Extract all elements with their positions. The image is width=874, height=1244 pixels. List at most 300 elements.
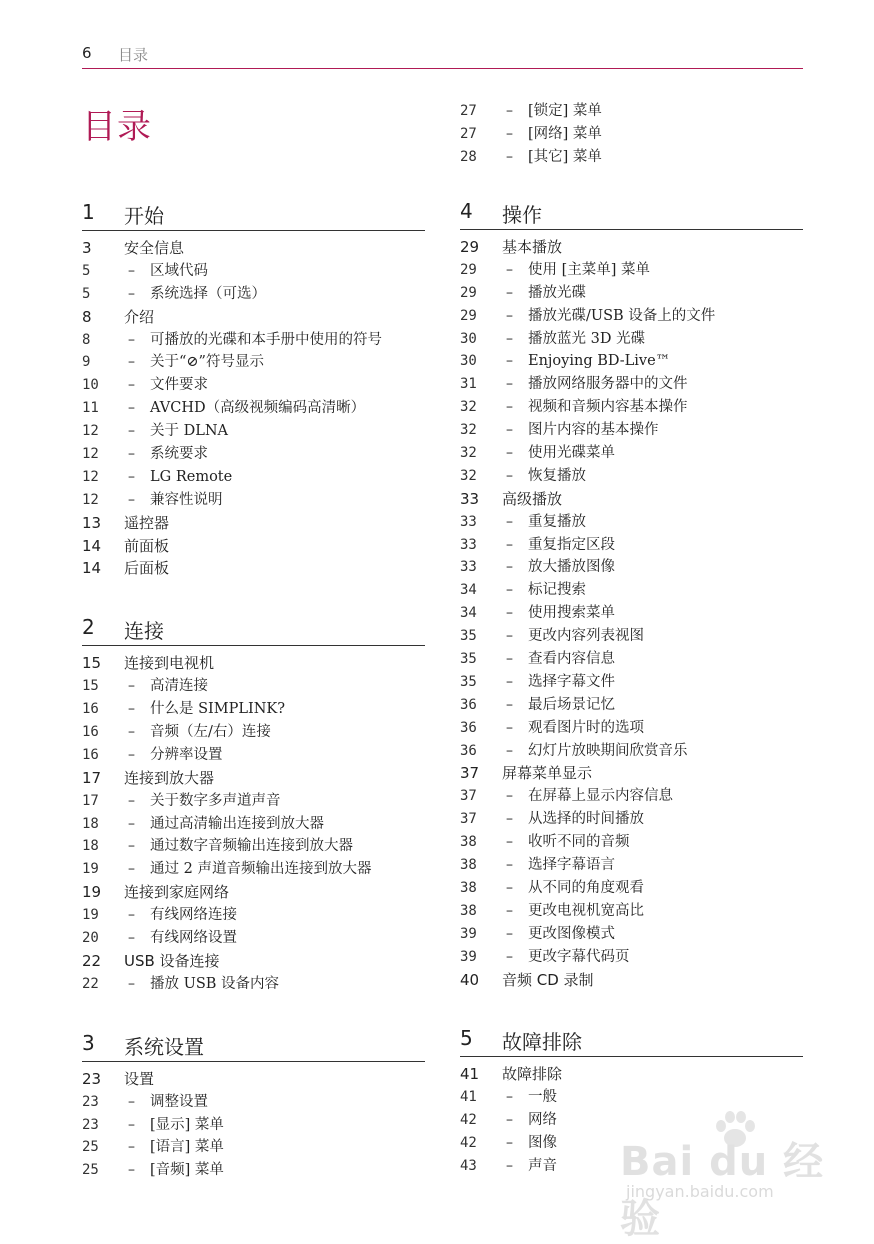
toc-entry-text: 图像 [528, 1135, 557, 1152]
toc-dash: – [506, 148, 513, 165]
toc-page-number: 12 [82, 446, 99, 463]
toc-dash: – [128, 861, 135, 878]
toc-page-number: 22 [82, 951, 102, 970]
toc-page-number: 42 [460, 1112, 477, 1129]
toc-subentry[interactable] [82, 813, 425, 836]
toc-entry-text: 音频（左/右）连接 [150, 724, 271, 741]
section-title: 故障排除 [502, 1030, 582, 1055]
toc-page-number: 41 [460, 1089, 477, 1106]
toc-subentry[interactable] [82, 1091, 425, 1114]
toc-dash: – [128, 1162, 135, 1179]
toc-entry-text: 安全信息 [124, 239, 185, 257]
toc-entry-text: 更改内容列表视图 [528, 628, 644, 645]
toc-page-number: 10 [82, 377, 99, 394]
toc-page-number: 16 [82, 701, 99, 718]
toc-subentry[interactable] [460, 282, 803, 305]
toc-dash: – [506, 582, 513, 599]
toc-dash: – [506, 1089, 513, 1106]
toc-section [82, 200, 425, 580]
toc-dash: – [506, 330, 513, 347]
toc-dash: – [128, 1093, 135, 1110]
toc-page-number: 34 [460, 605, 477, 622]
toc-subentry[interactable] [460, 717, 803, 740]
toc-dash: – [506, 445, 513, 462]
toc-subentry[interactable] [460, 396, 803, 419]
toc-page-number: 25 [82, 1139, 99, 1156]
toc-entry-text: 介绍 [124, 307, 155, 326]
toc-entry-text: 屏幕菜单显示 [502, 764, 593, 783]
toc-dash: – [506, 879, 513, 896]
toc-dash: – [128, 678, 135, 695]
toc-entry-text: 从不同的角度观看 [528, 879, 644, 896]
toc-entry-text: 使用搜索菜单 [528, 605, 615, 622]
toc-entry-text: 重复指定区段 [528, 536, 615, 553]
toc-section [82, 615, 425, 995]
toc-page-number: 22 [82, 975, 99, 992]
toc-page-number: 35 [460, 651, 477, 668]
toc-entry-text: [音频] 菜单 [150, 1162, 224, 1179]
toc-subentry[interactable] [82, 904, 425, 927]
toc-entry-text: 从选择的时间播放 [528, 811, 644, 828]
toc-page-number: 12 [82, 491, 99, 508]
right-column-top [460, 100, 803, 169]
toc-subentry[interactable] [82, 329, 425, 352]
toc-page-number: 42 [460, 1135, 477, 1152]
toc-entry-text: 通过数字音频输出连接到放大器 [150, 838, 353, 855]
toc-subentry[interactable] [460, 579, 803, 602]
toc-entry-text: 有线网络连接 [150, 907, 237, 924]
section-number: 4 [460, 199, 473, 223]
toc-subentry[interactable] [460, 465, 803, 488]
toc-subentry[interactable] [460, 1086, 803, 1109]
toc-entry-text: 使用 [主菜单] 菜单 [528, 261, 651, 278]
toc-entry-text: 查看内容信息 [528, 651, 615, 668]
toc-entry-text: 声音 [528, 1157, 557, 1174]
toc-entry-text: 有线网络设置 [150, 930, 237, 947]
toc-subentry[interactable] [82, 374, 425, 397]
toc-subentry[interactable] [460, 511, 803, 534]
toc-subentry[interactable] [460, 946, 803, 969]
toc-subentry[interactable] [460, 671, 803, 694]
toc-page-number: 19 [82, 883, 102, 902]
toc-entry-text: 系统选择（可选） [150, 285, 266, 302]
toc-entry-text: 标记搜索 [528, 582, 586, 599]
toc-entry-text: 高清连接 [150, 678, 208, 695]
toc-dash: – [506, 467, 513, 484]
toc-entry-text: 使用光碟菜单 [528, 445, 615, 462]
toc-page-number: 37 [460, 788, 477, 805]
toc-page-number: 33 [460, 536, 477, 553]
toc-dash: – [506, 376, 513, 393]
toc-entry-text: 调整设置 [150, 1093, 208, 1110]
toc-entry-text: 播放网络服务器中的文件 [528, 376, 688, 393]
toc-entry[interactable] [460, 969, 803, 992]
toc-subentry[interactable] [82, 443, 425, 466]
toc-page-number: 29 [460, 238, 480, 256]
toc-page-number: 25 [82, 1162, 99, 1179]
toc-entry[interactable] [82, 1068, 425, 1091]
toc-page-number: 8 [82, 331, 91, 348]
toc-entry-text: 关于“⊘”符号显示 [150, 354, 264, 371]
toc-subentry[interactable] [82, 698, 425, 721]
page-header [82, 44, 803, 69]
toc-subentry[interactable] [82, 489, 425, 512]
toc-page-number: 41 [460, 1065, 480, 1084]
toc-dash: – [128, 446, 135, 463]
toc-entry-text: 在屏幕上显示内容信息 [528, 788, 673, 805]
toc-page-number: 23 [82, 1116, 99, 1133]
toc-subentry[interactable] [82, 466, 425, 489]
toc-subentry[interactable] [460, 808, 803, 831]
toc-entry-text: 更改字幕代码页 [528, 948, 630, 965]
toc-entry-text: Enjoying BD-Live™ [528, 353, 671, 370]
toc-dash: – [506, 811, 513, 828]
toc-page-number: 32 [460, 467, 477, 484]
toc-subentry[interactable] [460, 328, 803, 351]
toc-entry-text: LG Remote [150, 468, 233, 485]
toc-subentry[interactable] [460, 100, 803, 123]
toc-page-number: 23 [82, 1093, 99, 1110]
toc-dash: – [128, 930, 135, 947]
toc-page-number: 23 [82, 1069, 102, 1088]
toc-entry-text: 分辨率设置 [150, 746, 223, 763]
toc-subentry[interactable] [460, 373, 803, 396]
toc-subentry[interactable] [82, 858, 425, 881]
section-heading [460, 199, 803, 230]
toc-dash: – [506, 513, 513, 530]
toc-subentry[interactable] [460, 305, 803, 328]
toc-dash: – [506, 788, 513, 805]
toc-section [82, 1031, 425, 1182]
toc-subentry[interactable] [82, 260, 425, 283]
section-number: 2 [82, 615, 95, 640]
toc-dash: – [128, 907, 135, 924]
section-number: 5 [460, 1026, 473, 1051]
toc-entry-text: 基本播放 [502, 238, 563, 256]
toc-dash: – [128, 377, 135, 394]
toc-page-number: 16 [82, 724, 99, 741]
toc-entry-text: 放大播放图像 [528, 559, 615, 576]
toc-page-number: 13 [82, 513, 102, 532]
toc-entry-text: 通过 2 声道音频输出连接到放大器 [150, 861, 372, 878]
toc-entry-text: 重复播放 [528, 513, 586, 530]
toc-entry-text: 更改图像模式 [528, 925, 615, 942]
toc-entry-text: 关于数字多声道声音 [150, 792, 281, 809]
toc-entry-text: AVCHD（高级视频编码高清晰） [150, 400, 366, 417]
toc-subentry[interactable] [82, 397, 425, 420]
toc-page-number: 15 [82, 678, 99, 695]
toc-dash: – [128, 1139, 135, 1156]
toc-subentry[interactable] [82, 744, 425, 767]
toc-subentry[interactable] [460, 900, 803, 923]
toc-entry-text: 收听不同的音频 [528, 834, 630, 851]
toc-entry-text: 什么是 SIMPLINK? [150, 701, 286, 718]
toc-subentry[interactable] [82, 790, 425, 813]
toc-dash: – [506, 1157, 513, 1174]
toc-entry-text: USB 设备连接 [124, 951, 220, 970]
page-number: 6 [82, 44, 92, 62]
toc-entry[interactable] [460, 762, 803, 785]
toc-page-number: 32 [460, 399, 477, 416]
toc-entry-text: 前面板 [124, 536, 170, 555]
toc-entry-text: 播放 USB 设备内容 [150, 975, 280, 992]
toc-subentry[interactable] [460, 854, 803, 877]
toc-entry-text: 连接到家庭网络 [124, 883, 230, 902]
toc-entry[interactable] [82, 950, 425, 973]
toc-page-number: 8 [82, 307, 92, 326]
toc-entry[interactable] [460, 488, 803, 511]
toc-entry[interactable] [82, 306, 425, 329]
toc-subentry[interactable] [460, 602, 803, 625]
toc-dash: – [506, 422, 513, 439]
toc-dash: – [128, 724, 135, 741]
toc-page-number: 32 [460, 445, 477, 462]
toc-entry-text: 系统要求 [150, 446, 208, 463]
toc-page-number: 27 [460, 125, 477, 142]
toc-subentry[interactable] [82, 1136, 425, 1159]
toc-page-number: 18 [82, 838, 99, 855]
toc-subentry[interactable] [460, 785, 803, 808]
toc-subentry[interactable] [82, 420, 425, 443]
toc-section [460, 199, 803, 991]
toc-entry-text: 故障排除 [502, 1065, 563, 1084]
toc-page-number: 5 [82, 262, 91, 279]
toc-dash: – [506, 925, 513, 942]
toc-page-number: 38 [460, 834, 477, 851]
toc-entry-text: 网络 [528, 1112, 557, 1129]
toc-entry-text: 播放光碟 [528, 284, 586, 301]
toc-entry-text: 视频和音频内容基本操作 [528, 399, 688, 416]
toc-entry-text: 设置 [124, 1069, 155, 1088]
toc-dash: – [506, 125, 513, 142]
toc-subentry[interactable] [460, 146, 803, 169]
toc-entry[interactable] [460, 1063, 803, 1086]
toc-entry[interactable] [82, 767, 425, 790]
toc-entry-text: 可播放的光碟和本手册中使用的符号 [150, 331, 382, 348]
toc-page-number: 40 [460, 970, 480, 989]
toc-subentry[interactable] [460, 740, 803, 763]
toc-entry-text: [网络] 菜单 [528, 125, 602, 142]
toc-page-number: 15 [82, 654, 102, 673]
toc-subentry[interactable] [460, 123, 803, 146]
toc-entry-text: 兼容性说明 [150, 491, 223, 508]
toc-page-number: 29 [460, 284, 477, 301]
toc-dash: – [128, 838, 135, 855]
toc-dash: – [128, 815, 135, 832]
toc-dash: – [128, 331, 135, 348]
toc-dash: – [128, 975, 135, 992]
toc-subentry[interactable] [460, 648, 803, 671]
toc-dash: – [506, 399, 513, 416]
toc-page-number: 20 [82, 930, 99, 947]
toc-page-number: 5 [82, 285, 91, 302]
toc-dash: – [506, 353, 513, 370]
toc-entry-text: 连接到放大器 [124, 768, 215, 787]
toc-entry-text: 观看图片时的选项 [528, 719, 644, 736]
toc-dash: – [506, 103, 513, 119]
toc-dash: – [506, 307, 513, 324]
toc-page-number: 3 [82, 239, 92, 257]
toc-entry-text: 区域代码 [150, 262, 208, 279]
toc-entry-text: 高级播放 [502, 489, 563, 508]
toc-page-number: 14 [82, 559, 102, 578]
section-heading [82, 615, 425, 646]
toc-entry[interactable] [82, 535, 425, 558]
watermark-url: jingyan.baidu.com [626, 1182, 774, 1201]
toc-entry-text: 一般 [528, 1089, 557, 1106]
toc-page-number: 17 [82, 768, 102, 787]
toc-page-number: 38 [460, 857, 477, 874]
toc-subentry[interactable] [82, 835, 425, 858]
toc-subentry[interactable] [460, 259, 803, 282]
toc-page-number: 28 [460, 148, 477, 165]
toc-subentry[interactable] [460, 831, 803, 854]
toc-dash: – [128, 1116, 135, 1133]
toc-dash: – [506, 834, 513, 851]
toc-entry-text: 通过高清输出连接到放大器 [150, 815, 324, 832]
toc-dash: – [506, 742, 513, 759]
toc-entry-text: 播放蓝光 3D 光碟 [528, 330, 646, 347]
toc-page-number: 14 [82, 536, 102, 555]
toc-page-number: 12 [82, 468, 99, 485]
toc-dash: – [506, 284, 513, 301]
toc-dash: – [506, 605, 513, 622]
toc-dash: – [128, 701, 135, 718]
toc-dash: – [506, 628, 513, 645]
toc-dash: – [506, 261, 513, 278]
toc-subentry[interactable] [460, 923, 803, 946]
toc-entry-text: 选择字幕文件 [528, 673, 615, 690]
toc-entry-text: [锁定] 菜单 [528, 103, 602, 119]
toc-page-number: 36 [460, 719, 477, 736]
toc-entry[interactable] [82, 557, 425, 580]
section-title: 操作 [502, 203, 542, 227]
toc-subentry[interactable] [82, 1114, 425, 1137]
toc-page-number: 9 [82, 354, 91, 371]
toc-subentry[interactable] [460, 877, 803, 900]
toc-page-number: 33 [460, 559, 477, 576]
page-title: 目录 [82, 107, 152, 147]
toc-dash: – [128, 354, 135, 371]
right-column [460, 199, 803, 1213]
toc-page-number: 29 [460, 307, 477, 324]
toc-subentry[interactable] [460, 419, 803, 442]
toc-page-number: 33 [460, 513, 477, 530]
section-title: 连接 [124, 619, 164, 644]
toc-entry[interactable] [82, 652, 425, 675]
toc-dash: – [128, 746, 135, 763]
toc-subentry[interactable] [460, 350, 803, 373]
toc-page-number: 36 [460, 696, 477, 713]
toc-page-number: 18 [82, 815, 99, 832]
toc-page-number: 30 [460, 330, 477, 347]
watermark [620, 1110, 830, 1242]
toc-page-number: 32 [460, 422, 477, 439]
toc-page-number: 19 [82, 861, 99, 878]
toc-dash: – [128, 285, 135, 302]
toc-subentry[interactable] [82, 721, 425, 744]
toc-page-number: 11 [82, 400, 99, 417]
toc-dash: – [506, 559, 513, 576]
toc-dash: – [506, 673, 513, 690]
section-title: 开始 [124, 204, 164, 228]
toc-page-number: 16 [82, 746, 99, 763]
toc-subentry[interactable] [82, 675, 425, 698]
toc-dash: – [128, 491, 135, 508]
left-column [82, 200, 425, 1217]
toc-entry-text: 音频 CD 录制 [502, 970, 594, 989]
toc-subentry[interactable] [460, 694, 803, 717]
toc-entry-text: 恢复播放 [528, 467, 586, 484]
section-number: 1 [82, 200, 95, 224]
toc-entry[interactable] [82, 512, 425, 535]
toc-subentry[interactable] [460, 625, 803, 648]
toc-dash: – [128, 423, 135, 440]
section-heading [82, 200, 425, 231]
toc-page-number: 17 [82, 792, 99, 809]
toc-page-number: 43 [460, 1157, 477, 1174]
toc-entry-text: 播放光碟/USB 设备上的文件 [528, 307, 716, 324]
toc-subentry[interactable] [82, 351, 425, 374]
toc-entry-text: [语言] 菜单 [150, 1139, 224, 1156]
toc-page-number: 31 [460, 376, 477, 393]
toc-subentry[interactable] [460, 442, 803, 465]
toc-dash: – [506, 857, 513, 874]
toc-page-number: 29 [460, 261, 477, 278]
toc-page-number: 38 [460, 879, 477, 896]
toc-page-number: 19 [82, 907, 99, 924]
toc-entry-text: 选择字幕语言 [528, 857, 615, 874]
toc-dash: – [506, 1112, 513, 1129]
toc-entry-text: 遥控器 [124, 513, 170, 532]
toc-page-number: 38 [460, 902, 477, 919]
toc-page-number: 30 [460, 353, 477, 370]
toc-dash: – [506, 536, 513, 553]
toc-subentry[interactable] [82, 283, 425, 306]
toc-subentry[interactable] [82, 927, 425, 950]
toc-page-number: 37 [460, 764, 480, 783]
toc-dash: – [506, 696, 513, 713]
toc-page-number: 36 [460, 742, 477, 759]
toc-page-number: 35 [460, 628, 477, 645]
toc-page-number: 27 [460, 103, 477, 119]
toc-entry-text: 幻灯片放映期间欣赏音乐 [528, 742, 688, 759]
toc-page-number: 39 [460, 948, 477, 965]
toc-page-number: 12 [82, 423, 99, 440]
toc-subentry[interactable] [460, 534, 803, 557]
toc-entry-text: 关于 DLNA [150, 423, 229, 440]
toc-dash: – [506, 719, 513, 736]
toc-dash: – [506, 902, 513, 919]
toc-entry-text: [显示] 菜单 [150, 1116, 224, 1133]
toc-subentry[interactable] [82, 1159, 425, 1182]
toc-dash: – [506, 1135, 513, 1152]
toc-dash: – [128, 792, 135, 809]
section-title: 系统设置 [124, 1034, 204, 1059]
toc-entry[interactable] [82, 881, 425, 904]
toc-entry-text: 文件要求 [150, 377, 208, 394]
toc-dash: – [128, 468, 135, 485]
toc-subentry[interactable] [460, 556, 803, 579]
toc-page-number: 34 [460, 582, 477, 599]
toc-entry-text: 最后场景记忆 [528, 696, 615, 713]
toc-entry[interactable] [82, 237, 425, 260]
section-heading [82, 1031, 425, 1062]
toc-subentry[interactable] [82, 973, 425, 996]
toc-page-number: 33 [460, 489, 480, 508]
toc-entry[interactable] [460, 236, 803, 259]
watermark-logo: Bai du 经验 [620, 1139, 825, 1242]
